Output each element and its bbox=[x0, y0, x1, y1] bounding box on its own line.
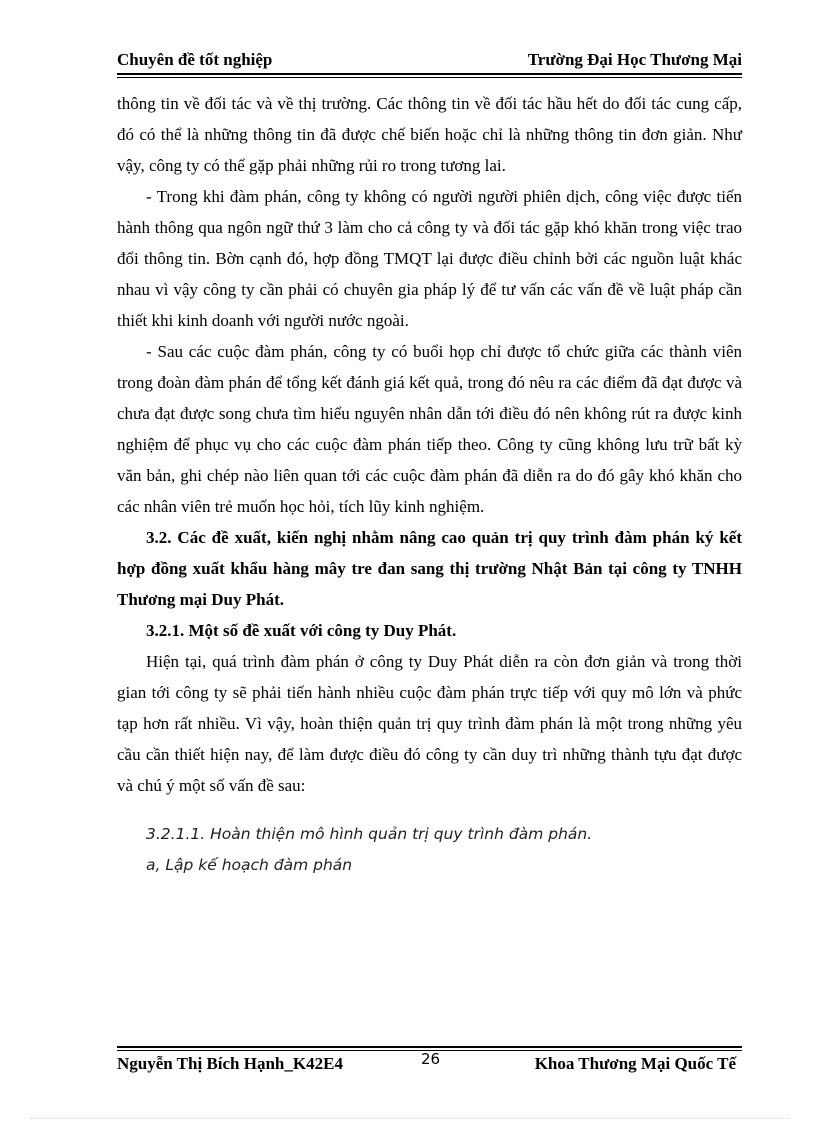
paragraph-3: - Sau các cuộc đàm phán, công ty có buổi họp chỉ được tổ chức giữa các thành viên trong đoàn đàm phán để tổng kết đánh giá kết quả, trong đó nêu ra các điểm đã đạt được và chưa đạt được song chưa tìm hiểu nguyên nhân dẫn tới điều đó nên không rút ra được kinh nghiệm để phục vụ cho các cuộc đàm phán tiếp theo. Công ty cũng không lưu trữ bất kỳ văn bản, ghi chép nào liên quan tới các cuộc đàm phán đã diễn ra do đó gây khó khăn cho các nhân viên trẻ muốn học hỏi, tích lũy kinh nghiệm. bbox=[117, 342, 742, 516]
spacer bbox=[117, 801, 742, 819]
subsubsection-heading-3-2-1-1: 3.2.1.1. Hoàn thiện mô hình quản trị quy trình đàm phán. bbox=[146, 825, 593, 843]
page-footer bbox=[117, 1050, 742, 1078]
paragraph-4: Hiện tại, quá trình đàm phán ở công ty Duy Phát diễn ra còn đơn giản và trong thời gian tới công ty sẽ phải tiến hành nhiều cuộc đàm phán trực tiếp với quy mô lớn và phức tạp hơn rất nhiều. Vì vậy, hoàn thiện quản trị quy trình đàm phán là một trong những yêu cầu cần thiết hiện nay, để làm được điều đó công ty cần duy trì những thành tựu đạt được và chú ý một số vấn đề sau: bbox=[117, 652, 742, 795]
footer-rule-thick bbox=[117, 1046, 742, 1048]
paragraph-1: thông tin về đối tác và về thị trường. Các thông tin về đối tác hầu hết do đối tác cung cấp, đó có thể là những thông tin đã được chế biến hoặc chỉ là những thông tin đơn giản. Như vậy, công ty có thể gặp phải những rủi ro trong tương lai. bbox=[117, 94, 742, 175]
paragraph-2: - Trong khi đàm phán, công ty không có người người phiên dịch, công việc được tiến hành thông qua ngôn ngữ thứ 3 làm cho cả công ty và đối tác gặp khó khăn trong việc trao đổi thông tin. Bờn cạnh đó, hợp đồng TMQT lại được điều chỉnh bởi các nguồn luật khác nhau vì vậy công ty cần phải có chuyên gia pháp lý để tư vấn các vấn đề về luật pháp cần thiết khi kinh doanh với người nước ngoài. bbox=[117, 187, 742, 330]
footer-author: Nguyễn Thị Bích Hạnh_K42E4 bbox=[117, 1054, 343, 1073]
header-rule-thin bbox=[117, 77, 742, 78]
item-heading-a: a, Lập kế hoạch đàm phán bbox=[146, 856, 353, 874]
page-number: 26 bbox=[421, 1050, 441, 1068]
page-bottom-dotted-rule bbox=[30, 1118, 790, 1119]
header-left-title: Chuyên đề tốt nghiệp bbox=[117, 50, 273, 69]
header-rule-thick bbox=[117, 73, 742, 75]
subsection-heading-3-2-1: 3.2.1. Một số đề xuất với công ty Duy Phát. bbox=[146, 621, 457, 640]
footer-faculty: Khoa Thương Mại Quốc Tế bbox=[534, 1054, 736, 1073]
page-body bbox=[117, 88, 742, 881]
page-header bbox=[117, 48, 742, 74]
section-heading-3-2: 3.2. Các đề xuất, kiến nghị nhằm nâng cao quản trị quy trình đàm phán ký kết hợp đồng xuất khẩu hàng mây tre đan sang thị trường Nhật Bản tại công ty TNHH Thương mại Duy Phát. bbox=[117, 528, 742, 609]
header-right-title: Trường Đại Học Thương Mại bbox=[527, 50, 742, 69]
